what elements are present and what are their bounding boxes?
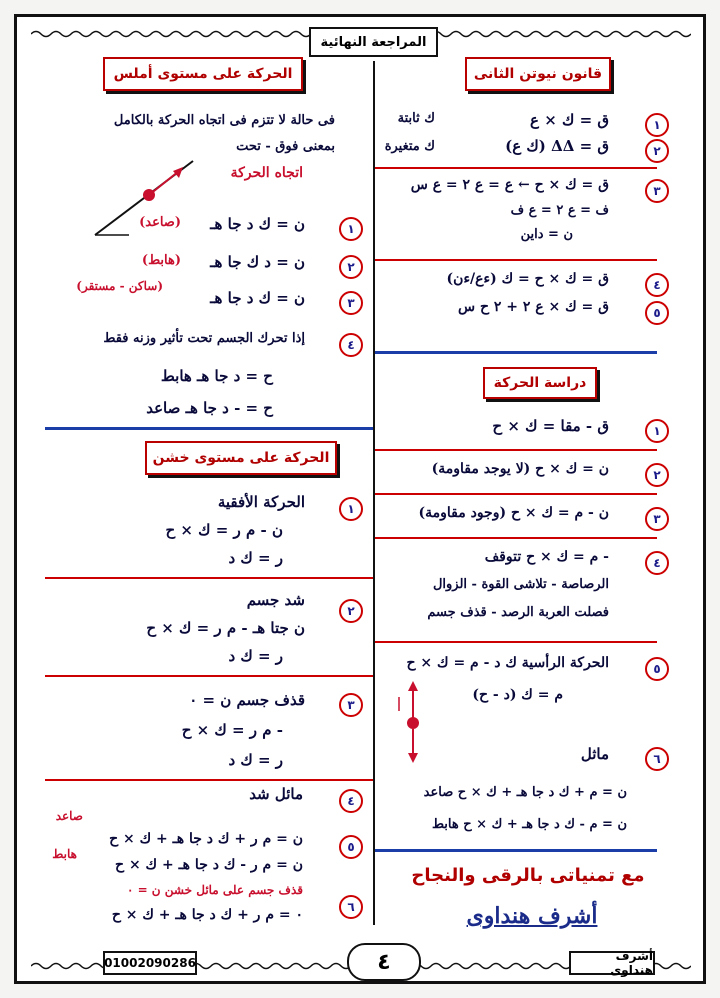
rough-line-6-num: ٦ <box>339 895 363 919</box>
newton-line-unit: ن = داين <box>520 227 573 242</box>
motion-closing-divider <box>375 849 657 852</box>
motion-section-title: دراسة الحركة <box>483 367 597 399</box>
motion-line-2: ن = ك × ح (لا يوجد مقاومة) <box>431 461 609 477</box>
rough-line-4-num: ٤ <box>339 789 363 813</box>
smooth-line-4: إذا تحرك الجسم تحت تأثير وزنه فقط <box>103 331 305 346</box>
rough-divider-2 <box>45 675 373 677</box>
smooth-direction-label: اتجاه الحركة <box>230 165 303 181</box>
motion-line-5b: م = ك (د - ح) <box>472 687 563 703</box>
newton-line-2-note: ك متغيرة <box>384 139 435 154</box>
rough-line-1: الحركة الأفقية <box>217 493 305 511</box>
closing-author: أشرف هنداوى <box>466 903 598 929</box>
page-frame <box>14 14 706 984</box>
header-title: المراجعة النهائية <box>309 27 438 57</box>
footer-name: أشرف هنداوى <box>569 951 655 975</box>
rough-line-1c: ر = ك د <box>228 549 283 567</box>
footer-phone: 01002090286 <box>103 951 197 975</box>
newton-line-4: ق = ك × ح = ك (ءع/ءن) <box>446 271 609 287</box>
newton-line-1-num: ١ <box>645 113 669 137</box>
motion-line-3: ن - م = ك × ح (وجود مقاومة) <box>418 505 609 521</box>
rough-line-1-num: ١ <box>339 497 363 521</box>
motion-divider-2 <box>375 493 657 495</box>
motion-line-4-num: ٤ <box>645 551 669 575</box>
motion-line-5-num: ٥ <box>645 657 669 681</box>
rough-line-5-num: ٥ <box>339 835 363 859</box>
vertical-motion-diagram <box>383 677 433 767</box>
motion-line-4b: الرصاصة - تلاشى القوة - الزوال <box>432 577 609 592</box>
newton-divider-2 <box>375 259 657 261</box>
motion-divider-1 <box>375 449 657 451</box>
newton-line-1-note: ك ثابتة <box>397 111 435 126</box>
motion-line-3-num: ٣ <box>645 507 669 531</box>
motion-line-1-num: ١ <box>645 419 669 443</box>
rough-line-1b: ن - م ر = ك × ح <box>165 521 283 539</box>
newton-motion-divider <box>375 351 657 354</box>
smooth-intro2: بمعنى فوق - تحت <box>236 139 335 154</box>
rough-line-6b: ٠ = م ر + ك د جا هـ + ك × ح <box>111 907 303 923</box>
newton-line-3: ق = ك × ح ← ع = ع ٢ = ع س <box>410 177 609 193</box>
rough-line-5b: ن = م ر - ك د جا هـ + ك × ح <box>115 857 303 873</box>
smooth-intro: فى حالة لا تتزم فى اتجاه الحركة بالكامل <box>113 113 335 128</box>
smooth-line-3-num: ٣ <box>339 291 363 315</box>
motion-line-6: ماثل <box>580 745 609 763</box>
newton-line-2: ق = ΔΔ (ك ع) <box>505 137 609 155</box>
rough-section-title: الحركة على مستوى خشن <box>145 441 337 475</box>
closing-wishes: مع تمنياتى بالرقى والنجاح <box>411 865 645 886</box>
newton-line-4-num: ٤ <box>645 273 669 297</box>
smooth-line-1: ن = ك د جا هـ <box>210 215 305 233</box>
rough-line-2: شد جسم <box>246 591 305 609</box>
smooth-line-1-tag: (صاعد) <box>139 215 181 230</box>
smooth-line-5: ح = د جا هـ هابط <box>160 367 273 385</box>
newton-line-1: ق = ك × ع <box>530 111 609 129</box>
rough-tag-down: هابط <box>52 847 77 861</box>
motion-line-6b: ن = م + ك د جا هـ + ك × ح صاعد <box>423 785 627 800</box>
motion-line-4c: فصلت العربة الرصد - قذف جسم <box>427 605 609 620</box>
smooth-line-3: ن = ك د جا هـ <box>210 289 305 307</box>
smooth-line-1-num: ١ <box>339 217 363 241</box>
rough-line-3: قذف جسم ن = ٠ <box>189 691 305 709</box>
rough-line-6: قذف جسم على مائل خشن ن = ٠ <box>126 883 303 897</box>
smooth-rough-divider <box>45 427 373 430</box>
rough-line-2b: ن جتا هـ - م ر = ك × ح <box>146 619 305 637</box>
newton-line-5-num: ٥ <box>645 301 669 325</box>
footer-page-number: ٤ <box>347 943 421 981</box>
rough-divider-3 <box>45 779 373 781</box>
newton-divider-1 <box>375 167 657 169</box>
newton-line-5: ق = ك × ع ٢ + ٢ ح س <box>457 299 609 315</box>
newton-line-2-num: ٢ <box>645 139 669 163</box>
newton-line-3-num: ٣ <box>645 179 669 203</box>
motion-divider-3 <box>375 537 657 539</box>
smooth-line-2-tag: (هابط) <box>141 253 181 268</box>
rough-line-3-num: ٣ <box>339 693 363 717</box>
motion-line-6c: ن = م - ك د جا هـ + ك × ح هابط <box>431 817 627 832</box>
rough-line-4: مائل شد <box>249 785 303 803</box>
smooth-line-4-num: ٤ <box>339 333 363 357</box>
rough-line-3b: - م ر = ك × ح <box>181 721 283 739</box>
rough-divider-1 <box>45 577 373 579</box>
smooth-line-2-num: ٢ <box>339 255 363 279</box>
motion-line-4: - م = ك × ح تتوقف <box>484 549 609 565</box>
rough-tag-up: صاعد <box>55 809 83 823</box>
motion-line-6-num: ٦ <box>645 747 669 771</box>
smooth-section-title: الحركة على مستوى أملس <box>103 57 303 91</box>
smooth-line-2: ن = د ك جا هـ <box>210 253 305 271</box>
newton-line-3-note: ف = ع ٢ = ع ف <box>510 203 609 218</box>
smooth-line-3-tag: (ساكن - مستقر) <box>76 279 163 293</box>
newton-section-title: قانون نيوتن الثانى <box>465 57 611 91</box>
rough-line-2c: ر = ك د <box>228 647 283 665</box>
rough-line-2-num: ٢ <box>339 599 363 623</box>
rough-line-5: ن = م ر + ك د جا هـ + ك × ح <box>109 831 303 847</box>
smooth-line-6: ح = - د جا هـ صاعد <box>146 399 273 417</box>
motion-divider-4 <box>375 641 657 643</box>
motion-line-2-num: ٢ <box>645 463 669 487</box>
rough-line-3c: ر = ك د <box>228 751 283 769</box>
motion-line-1: ق - مقا = ك × ح <box>492 417 609 435</box>
motion-line-5: الحركة الرأسية ك د - م = ك × ح <box>406 655 609 671</box>
